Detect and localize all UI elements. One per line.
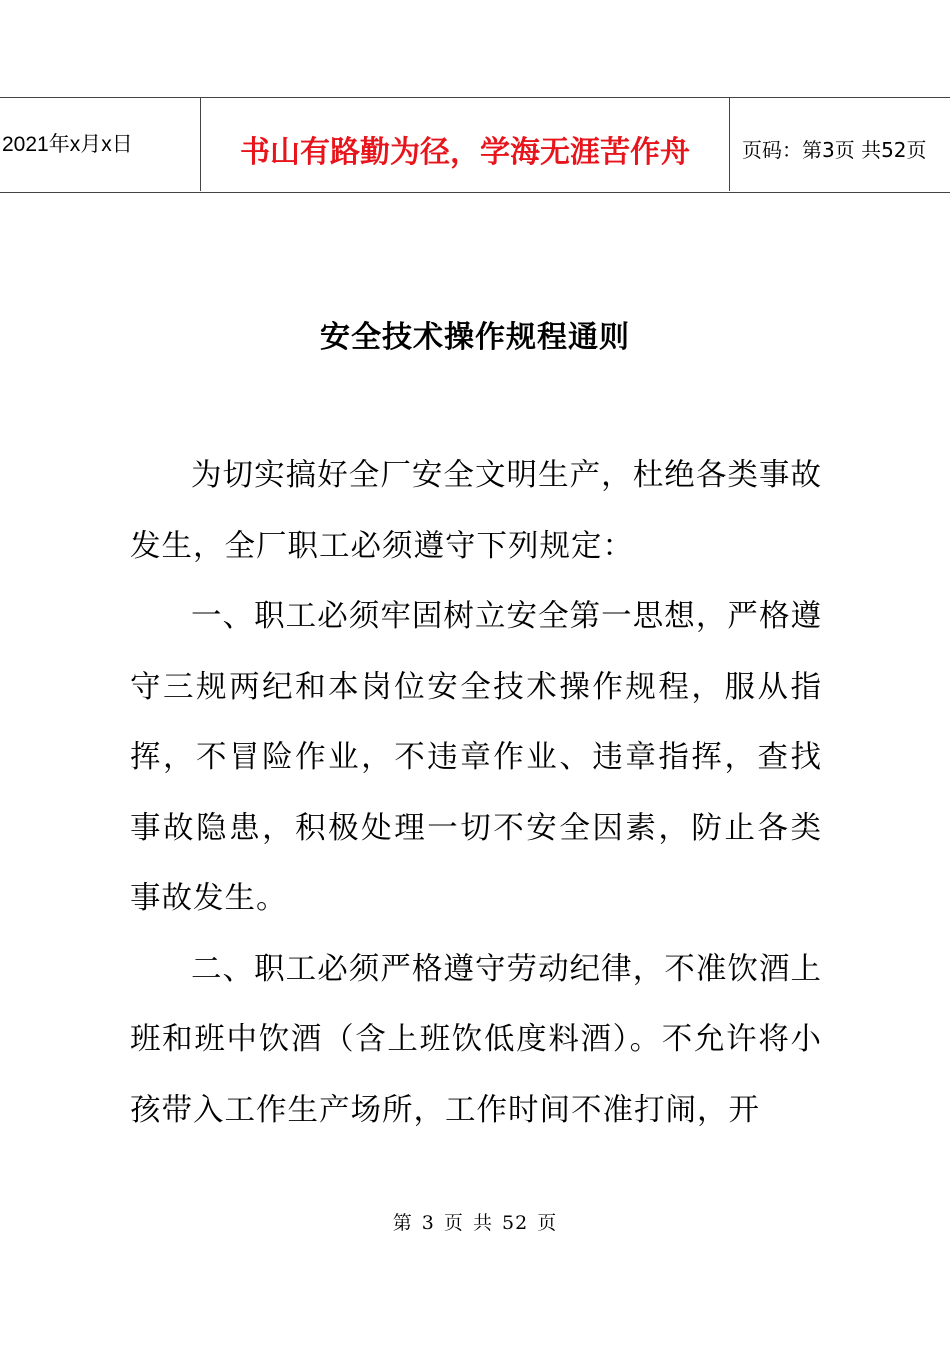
paragraph-rule-1: 一、职工必须牢固树立安全第一思想，严格遵守三规两纪和本岗位安全技术操作规程，服从指挥，不冒险作业，不违章作业、违章指挥，查找事故隐患，积极处理一切不安全因素，防止各类事故发生。: [130, 599, 822, 916]
document-body: [130, 441, 822, 1146]
document-title: 安全技术操作规程通则: [320, 320, 630, 355]
header-date: 2021年x月x日: [2, 132, 133, 156]
paragraph-intro: 为切实搞好全厂安全文明生产，杜绝各类事故发生，全厂职工必须遵守下列规定：: [130, 458, 822, 564]
header-page-number: 页码：第3页 共52页: [742, 138, 927, 162]
page-header: [0, 97, 950, 193]
page-footer: 第 3 页 共 52 页: [392, 1212, 558, 1234]
header-motto: 书山有路勤为径，学海无涯苦作舟: [200, 98, 730, 191]
paragraph-rule-2: 二、职工必须严格遵守劳动纪律，不准饮酒上班和班中饮酒（含上班饮低度料酒）。不允许将小孩带入工作生产场所，工作时间不准打闹，开: [130, 951, 822, 1128]
